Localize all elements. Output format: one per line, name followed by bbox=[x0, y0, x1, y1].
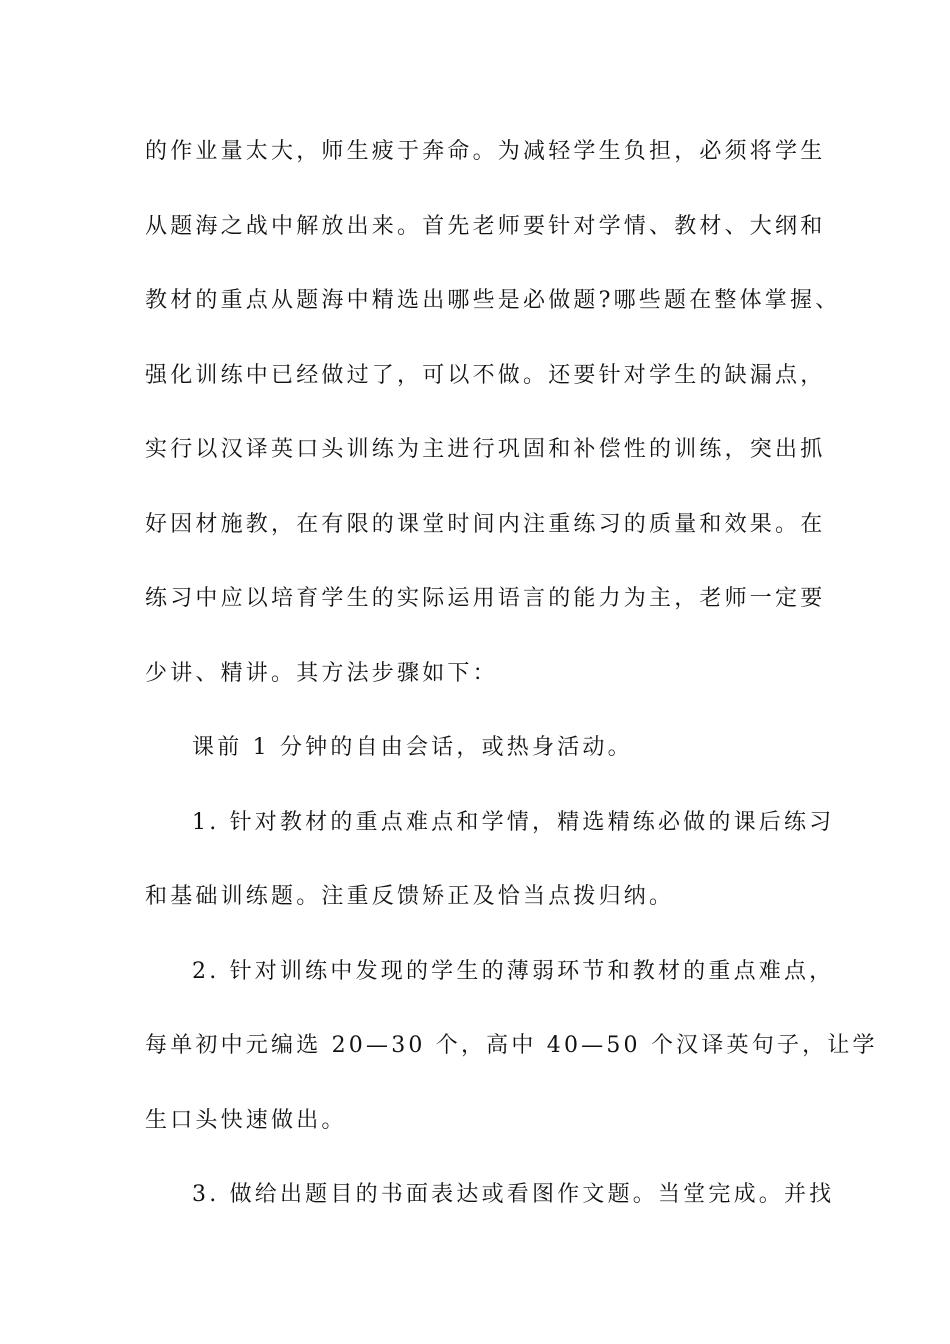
text-line-13: 每单初中元编选 20—30 个，高中 40—50 个汉译英句子，让学 bbox=[145, 1033, 878, 1058]
text-line-2: 从题海之战中解放出来。首先老师要针对学情、教材、大纲和 bbox=[145, 213, 826, 239]
text-line-10: 1. 针对教材的重点难点和学情，精选精练必做的课后练习 bbox=[192, 809, 835, 835]
text-line-5: 实行以汉译英口头训练为主进行巩固和补偿性的训练，突出抓 bbox=[145, 437, 826, 462]
text-line-15: 3. 做给出题目的书面表达或看图作文题。当堂完成。并找 bbox=[192, 1182, 835, 1207]
text-line-7: 练习中应以培育学生的实际运用语言的能力为主，老师一定要 bbox=[145, 586, 826, 611]
text-line-14: 生口头快速做出。 bbox=[145, 1107, 347, 1133]
document-body bbox=[145, 128, 878, 1246]
text-line-6: 好因材施教，在有限的课堂时间内注重练习的质量和效果。在 bbox=[145, 511, 826, 537]
text-line-3: 教材的重点从题海中精选出哪些是必做题?哪些题在整体掌握、 bbox=[145, 288, 841, 313]
text-line-12: 2. 针对训练中发现的学生的薄弱环节和教材的重点难点， bbox=[192, 958, 835, 984]
text-line-1: 的作业量太大，师生疲于奔命。为减轻学生负担，必须将学生 bbox=[145, 139, 826, 164]
text-line-8: 少讲、精讲。其方法步骤如下： bbox=[145, 660, 498, 686]
text-line-11: 和基础训练题。注重反馈矫正及恰当点拨归纳。 bbox=[145, 884, 675, 909]
text-line-4: 强化训练中已经做过了，可以不做。还要针对学生的缺漏点， bbox=[145, 362, 826, 388]
text-line-9: 课前 1 分钟的自由会话，或热身活动。 bbox=[192, 735, 633, 760]
